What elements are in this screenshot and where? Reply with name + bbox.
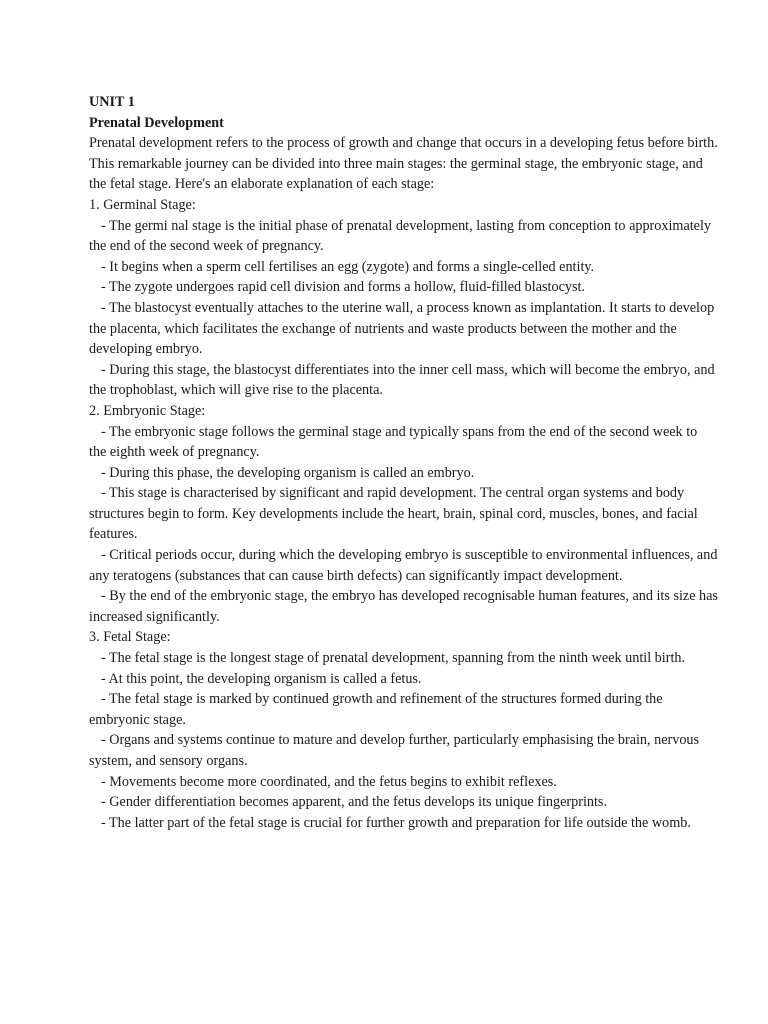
bullet-item: - During this stage, the blastocyst differentiates into the inner cell mass, which will become the embryo, and the trophoblast, which will give rise to the placenta. [89, 361, 715, 399]
bullet-item: - The germi nal stage is the initial phase of prenatal development, lasting from conception to approximately the end of the second week of pregnancy. [89, 217, 712, 255]
bullet-item: - The fetal stage is the longest stage of prenatal development, spanning from the ninth week until birth. [101, 650, 686, 667]
bullet-item: - During this phase, the developing organism is called an embryo. [101, 464, 475, 481]
bullet-item: - By the end of the embryonic stage, the embryo has developed recognisable human features, and its size has increased significantly. [89, 588, 718, 625]
bullet-item: - Movements become more coordinated, and the fetus begins to exhibit reflexes. [101, 773, 557, 790]
section-heading: 2. Embryonic Stage: [89, 402, 206, 419]
bullet-item: - Critical periods occur, during which the developing embryo is susceptible to environmental influences, and any teratogens (substances that can cause birth defects) can significantly impact development. [89, 547, 718, 584]
bullet-item: - At this point, the developing organism is called a fetus. [101, 670, 422, 687]
bullet-item: - It begins when a sperm cell fertilises an egg (zygote) and forms a single-celled entity. [101, 258, 595, 275]
bullet-item: - Gender differentiation becomes apparent, and the fetus develops its unique fingerprints. [101, 794, 607, 811]
bullet-item: - This stage is characterised by significant and rapid development. The central organ systems and body structures begin to form. Key developments include the heart, brain, spinal cord, muscles, bones, and facial features. [89, 485, 698, 543]
section-heading: 3. Fetal Stage: [89, 629, 171, 646]
intro-paragraph: Prenatal development refers to the process of growth and change that occurs in a developing fetus before birth. This remarkable journey can be divided into three main stages: the germinal stage, the embryonic stage, and the fetal stage. Here's an elaborate explanation of each stage: [89, 135, 718, 193]
section-germinal [89, 195, 718, 401]
bullet-item: - The latter part of the fetal stage is crucial for further growth and preparation for life outside the womb. [101, 814, 691, 831]
document-title: Prenatal Development [89, 114, 224, 131]
bullet-item: - The embryonic stage follows the germinal stage and typically spans from the end of the second week to the eighth week of pregnancy. [89, 423, 698, 461]
bullet-item: - Organs and systems continue to mature and develop further, particularly emphasising the brain, nervous system, and sensory organs. [89, 732, 700, 769]
bullet-item: - The blastocyst eventually attaches to the uterine wall, a process known as implantation. It starts to develop the placenta, which facilitates the exchange of nutrients and waste products between the mother and the developing embryo. [89, 299, 715, 358]
bullet-item: - The zygote undergoes rapid cell division and forms a hollow, fluid-filled blastocyst. [101, 279, 585, 296]
bullet-item: - The fetal stage is marked by continued growth and refinement of the structures formed during the embryonic stage. [89, 691, 663, 728]
unit-label: UNIT 1 [89, 94, 135, 110]
section-heading: 1. Germinal Stage: [89, 196, 196, 213]
section-embryonic [89, 401, 718, 628]
section-fetal [89, 627, 718, 833]
